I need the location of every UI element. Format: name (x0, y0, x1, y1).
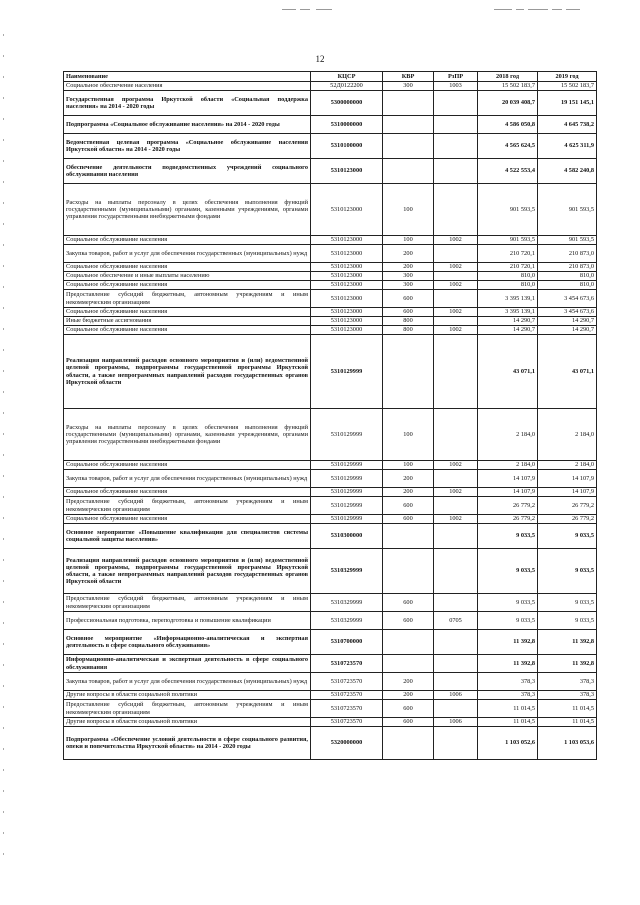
cell-y2019: 378,3 (538, 691, 597, 700)
column-header-2019: 2019 год (538, 72, 597, 82)
cell-kvr: 600 (383, 700, 434, 718)
cell-kcsr: 5310329999 (311, 594, 383, 612)
cell-y2019: 901 593,5 (538, 236, 597, 245)
cell-kcsr: 5310723570 (311, 673, 383, 691)
cell-name: Основное мероприятие «Повышение квалификации для специалистов системы социальной защиты населения» (64, 524, 311, 549)
table-row (64, 290, 597, 308)
cell-rzpr: 1003 (434, 82, 478, 91)
cell-kvr: 100 (383, 236, 434, 245)
table-row (64, 515, 597, 524)
table-row (64, 673, 597, 691)
cell-name: Реализация направлений расходов основного мероприятия и (или) ведомственной целевой программы, подпрограммы государственной программы Иркутской области, а также непрограммных направлений расходов государственных органов Иркутской области (64, 549, 311, 594)
cell-kvr (383, 630, 434, 655)
cell-y2019: 14 290,7 (538, 317, 597, 326)
cell-rzpr (434, 91, 478, 116)
cell-kcsr: 5310300000 (311, 524, 383, 549)
scan-left-edge-marks (3, 30, 5, 890)
column-header-name: Наименование (64, 72, 311, 82)
cell-rzpr (434, 335, 478, 409)
cell-kvr: 300 (383, 281, 434, 290)
cell-name: Основное мероприятие «Информационно-аналитическая и экспертная деятельность в сфере социального обслуживания» (64, 630, 311, 655)
cell-kvr: 600 (383, 308, 434, 317)
cell-kcsr: 5310123000 (311, 317, 383, 326)
table-row (64, 326, 597, 335)
table-row (64, 82, 597, 91)
table-row (64, 691, 597, 700)
cell-y2019: 11 014,5 (538, 700, 597, 718)
cell-kvr (383, 134, 434, 159)
table-row (64, 612, 597, 630)
cell-rzpr (434, 524, 478, 549)
cell-rzpr: 1006 (434, 718, 478, 727)
cell-y2018: 378,3 (478, 691, 538, 700)
table-row (64, 470, 597, 488)
cell-y2018: 4 522 553,4 (478, 159, 538, 184)
cell-name: Социальное обслуживание населения (64, 308, 311, 317)
cell-kvr: 300 (383, 82, 434, 91)
cell-name: Закупка товаров, работ и услуг для обеспечения государственных (муниципальных) нужд (64, 673, 311, 691)
cell-y2018: 901 593,5 (478, 184, 538, 236)
cell-kcsr: 5310129999 (311, 409, 383, 461)
cell-y2018: 11 014,5 (478, 700, 538, 718)
cell-y2019: 901 593,5 (538, 184, 597, 236)
cell-rzpr (434, 184, 478, 236)
cell-y2018: 11 392,8 (478, 630, 538, 655)
cell-y2019: 1 103 053,6 (538, 727, 597, 760)
table-row (64, 630, 597, 655)
cell-y2019: 26 779,2 (538, 515, 597, 524)
cell-rzpr: 1002 (434, 281, 478, 290)
cell-kcsr: 5310129999 (311, 488, 383, 497)
table-row (64, 184, 597, 236)
cell-kcsr: 5310123000 (311, 245, 383, 263)
cell-kvr: 200 (383, 673, 434, 691)
cell-rzpr (434, 673, 478, 691)
cell-y2019: 14 107,9 (538, 470, 597, 488)
cell-name: Иные бюджетные ассигнования (64, 317, 311, 326)
cell-name: Социальное обслуживание населения (64, 281, 311, 290)
cell-name: Профессиональная подготовка, переподготовка и повышение квалификации (64, 612, 311, 630)
cell-name: Расходы на выплаты персоналу в целях обеспечения выполнения функций государственными (муниципальными) органами, казенными учреждениями, органами управления государственными внебюджетными фондами (64, 409, 311, 461)
cell-y2019: 2 184,0 (538, 409, 597, 461)
table-row (64, 335, 597, 409)
cell-kcsr: 5310329999 (311, 612, 383, 630)
cell-y2018: 14 290,7 (478, 317, 538, 326)
cell-y2018: 11 392,8 (478, 655, 538, 673)
cell-name: Реализация направлений расходов основного мероприятия и (или) ведомственной целевой программы, подпрограммы государственной программы Иркутской области, а также непрограммных направлений расходов государственных органов Иркутской области (64, 335, 311, 409)
cell-rzpr (434, 727, 478, 760)
cell-name: Предоставление субсидий бюджетным, автономным учреждениям и иным некоммерческим организациям (64, 497, 311, 515)
cell-kcsr: 5310100000 (311, 134, 383, 159)
table-body (64, 82, 597, 760)
table-row (64, 524, 597, 549)
cell-kvr: 200 (383, 263, 434, 272)
cell-y2018: 9 033,5 (478, 524, 538, 549)
cell-kvr (383, 91, 434, 116)
cell-rzpr: 1002 (434, 308, 478, 317)
cell-rzpr: 1002 (434, 461, 478, 470)
cell-y2018: 15 502 183,7 (478, 82, 538, 91)
column-header-rzpr: РзПР (434, 72, 478, 82)
cell-kcsr: 5310123000 (311, 326, 383, 335)
cell-name: Другие вопросы в области социальной политики (64, 691, 311, 700)
cell-y2019: 3 454 673,6 (538, 290, 597, 308)
cell-name: Закупка товаров, работ и услуг для обеспечения государственных (муниципальных) нужд (64, 470, 311, 488)
table-row (64, 594, 597, 612)
cell-y2018: 20 039 408,7 (478, 91, 538, 116)
cell-kvr: 100 (383, 409, 434, 461)
cell-y2019: 11 392,8 (538, 655, 597, 673)
table-row (64, 91, 597, 116)
cell-name: Ведомственная целевая программа «Социальное обслуживание населения Иркутской области» на 2014 - 2020 годы (64, 134, 311, 159)
table-row (64, 281, 597, 290)
cell-kvr: 100 (383, 461, 434, 470)
cell-rzpr (434, 594, 478, 612)
cell-name: Предоставление субсидий бюджетным, автономным учреждениям и иным некоммерческим организациям (64, 700, 311, 718)
cell-kcsr: 5310123000 (311, 272, 383, 281)
cell-y2018: 14 290,7 (478, 326, 538, 335)
cell-name: Социальное обслуживание населения (64, 326, 311, 335)
cell-y2018: 9 033,5 (478, 594, 538, 612)
cell-rzpr (434, 134, 478, 159)
cell-y2019: 810,0 (538, 281, 597, 290)
cell-y2018: 26 779,2 (478, 515, 538, 524)
cell-kvr: 600 (383, 718, 434, 727)
cell-kcsr: 5310723570 (311, 655, 383, 673)
cell-kcsr: 5320000000 (311, 727, 383, 760)
cell-y2018: 14 107,9 (478, 488, 538, 497)
table-row (64, 497, 597, 515)
cell-name: Социальное обеспечение и иные выплаты населению (64, 272, 311, 281)
cell-y2019: 19 151 145,1 (538, 91, 597, 116)
table-row (64, 409, 597, 461)
cell-kvr (383, 335, 434, 409)
table-row (64, 245, 597, 263)
column-header-kvr: КВР (383, 72, 434, 82)
cell-name: Социальное обслуживание населения (64, 488, 311, 497)
cell-y2018: 378,3 (478, 673, 538, 691)
cell-y2018: 2 184,0 (478, 409, 538, 461)
cell-kcsr: 5310700000 (311, 630, 383, 655)
cell-y2019: 210 873,0 (538, 245, 597, 263)
table-row (64, 727, 597, 760)
cell-y2019: 210 873,0 (538, 263, 597, 272)
table-row (64, 134, 597, 159)
cell-kvr: 600 (383, 497, 434, 515)
cell-rzpr: 0705 (434, 612, 478, 630)
cell-rzpr (434, 272, 478, 281)
cell-y2019: 14 107,9 (538, 488, 597, 497)
cell-kcsr: 5310123000 (311, 236, 383, 245)
cell-rzpr (434, 317, 478, 326)
cell-kvr: 600 (383, 515, 434, 524)
cell-y2019: 2 184,0 (538, 461, 597, 470)
cell-y2018: 11 014,5 (478, 718, 538, 727)
cell-name: Информационно-аналитическая и экспертная деятельность в сфере социального обслуживания (64, 655, 311, 673)
cell-kvr: 200 (383, 488, 434, 497)
cell-kcsr: 5310129999 (311, 335, 383, 409)
cell-kvr (383, 159, 434, 184)
scan-header-marks (0, 6, 640, 14)
cell-name: Расходы на выплаты персоналу в целях обеспечения выполнения функций государственными (муниципальными) органами, казенными учреждениями, органами управления государственными внебюджетными фондами (64, 184, 311, 236)
cell-y2019: 15 502 183,7 (538, 82, 597, 91)
cell-y2018: 210 720,1 (478, 245, 538, 263)
cell-y2018: 3 395 139,1 (478, 290, 538, 308)
cell-name: Государственная программа Иркутской области «Социальная поддержка населения» на 2014 - 2020 годы (64, 91, 311, 116)
cell-kvr: 200 (383, 245, 434, 263)
cell-y2019: 4 645 738,2 (538, 116, 597, 134)
cell-rzpr (434, 497, 478, 515)
cell-y2019: 810,0 (538, 272, 597, 281)
cell-rzpr (434, 116, 478, 134)
cell-rzpr (434, 409, 478, 461)
cell-kcsr: 5310329999 (311, 549, 383, 594)
table-row (64, 308, 597, 317)
cell-y2018: 1 103 052,6 (478, 727, 538, 760)
table-row (64, 549, 597, 594)
cell-name: Предоставление субсидий бюджетным, автономным учреждениям и иным некоммерческим организациям (64, 594, 311, 612)
cell-kcsr: 5310123000 (311, 290, 383, 308)
cell-kcsr: 5310129999 (311, 497, 383, 515)
cell-name: Социальное обеспечение населения (64, 82, 311, 91)
cell-y2018: 3 395 139,1 (478, 308, 538, 317)
table-row (64, 488, 597, 497)
cell-name: Социальное обслуживание населения (64, 236, 311, 245)
table-row (64, 317, 597, 326)
cell-rzpr (434, 700, 478, 718)
cell-name: Другие вопросы в области социальной политики (64, 718, 311, 727)
table-row (64, 272, 597, 281)
cell-y2019: 3 454 673,6 (538, 308, 597, 317)
cell-rzpr (434, 245, 478, 263)
cell-y2018: 210 720,1 (478, 263, 538, 272)
cell-y2018: 43 071,1 (478, 335, 538, 409)
cell-kvr: 600 (383, 594, 434, 612)
cell-rzpr: 1002 (434, 263, 478, 272)
cell-y2018: 2 184,0 (478, 461, 538, 470)
cell-y2019: 9 033,5 (538, 549, 597, 594)
cell-kvr: 800 (383, 326, 434, 335)
cell-kcsr: 52Д0122200 (311, 82, 383, 91)
cell-rzpr: 1002 (434, 236, 478, 245)
cell-y2019: 43 071,1 (538, 335, 597, 409)
table-row (64, 116, 597, 134)
cell-y2018: 9 033,5 (478, 612, 538, 630)
cell-y2019: 11 014,5 (538, 718, 597, 727)
table-row (64, 159, 597, 184)
cell-rzpr (434, 290, 478, 308)
cell-y2019: 9 033,5 (538, 524, 597, 549)
cell-name: Обеспечение деятельности подведомственных учреждений социального обслуживания населения (64, 159, 311, 184)
cell-name: Подпрограмма «Социальное обслуживание населения» на 2014 - 2020 годы (64, 116, 311, 134)
cell-y2018: 810,0 (478, 272, 538, 281)
cell-kcsr: 5300000000 (311, 91, 383, 116)
cell-y2018: 4 565 624,5 (478, 134, 538, 159)
cell-y2018: 810,0 (478, 281, 538, 290)
cell-name: Социальное обслуживание населения (64, 515, 311, 524)
cell-name: Предоставление субсидий бюджетным, автономным учреждениям и иным некоммерческим организациям (64, 290, 311, 308)
cell-kcsr: 5310129999 (311, 461, 383, 470)
cell-rzpr (434, 470, 478, 488)
column-header-kcsr: КЦСР (311, 72, 383, 82)
cell-y2018: 901 593,5 (478, 236, 538, 245)
table-row (64, 655, 597, 673)
cell-kvr (383, 524, 434, 549)
cell-kvr: 200 (383, 470, 434, 488)
table-row (64, 718, 597, 727)
cell-rzpr (434, 159, 478, 184)
cell-kvr: 300 (383, 272, 434, 281)
cell-kvr (383, 116, 434, 134)
cell-rzpr: 1002 (434, 515, 478, 524)
cell-y2018: 26 779,2 (478, 497, 538, 515)
cell-y2019: 378,3 (538, 673, 597, 691)
cell-kvr (383, 727, 434, 760)
cell-y2019: 4 625 311,9 (538, 134, 597, 159)
cell-name: Закупка товаров, работ и услуг для обеспечения государственных (муниципальных) нужд (64, 245, 311, 263)
cell-y2018: 14 107,9 (478, 470, 538, 488)
cell-y2019: 14 290,7 (538, 326, 597, 335)
cell-kcsr: 5310129999 (311, 470, 383, 488)
cell-y2019: 9 033,5 (538, 612, 597, 630)
table-row (64, 263, 597, 272)
cell-rzpr (434, 549, 478, 594)
cell-kvr: 200 (383, 691, 434, 700)
cell-kcsr: 5310123000 (311, 263, 383, 272)
cell-y2018: 4 586 050,8 (478, 116, 538, 134)
column-header-2018: 2018 год (478, 72, 538, 82)
cell-kvr: 600 (383, 290, 434, 308)
cell-name: Подпрограмма «Обеспечение условий деятельности в сфере социального развития, опеки и попечительства Иркутской области» на 2014 - 2020 годы (64, 727, 311, 760)
cell-rzpr (434, 630, 478, 655)
cell-rzpr: 1006 (434, 691, 478, 700)
cell-kvr (383, 655, 434, 673)
table-row (64, 700, 597, 718)
cell-kvr: 100 (383, 184, 434, 236)
cell-kcsr: 5310123000 (311, 308, 383, 317)
cell-kvr: 800 (383, 317, 434, 326)
cell-kcsr: 5310723570 (311, 691, 383, 700)
cell-rzpr: 1002 (434, 488, 478, 497)
cell-y2019: 26 779,2 (538, 497, 597, 515)
cell-kvr: 600 (383, 612, 434, 630)
budget-table (63, 71, 597, 760)
cell-kcsr: 5310129999 (311, 515, 383, 524)
cell-kcsr: 5310123000 (311, 281, 383, 290)
cell-kcsr: 5310000000 (311, 116, 383, 134)
cell-y2019: 11 392,8 (538, 630, 597, 655)
cell-y2018: 9 033,5 (478, 549, 538, 594)
cell-kcsr: 5310123000 (311, 159, 383, 184)
cell-rzpr: 1002 (434, 326, 478, 335)
page-number: 12 (315, 54, 325, 64)
table-header-row (64, 72, 597, 82)
cell-y2019: 9 033,5 (538, 594, 597, 612)
cell-kcsr: 5310723570 (311, 718, 383, 727)
cell-name: Социальное обслуживание населения (64, 461, 311, 470)
table-row (64, 236, 597, 245)
cell-rzpr (434, 655, 478, 673)
cell-kcsr: 5310123000 (311, 184, 383, 236)
cell-name: Социальное обслуживание населения (64, 263, 311, 272)
cell-y2019: 4 582 240,8 (538, 159, 597, 184)
cell-kvr (383, 549, 434, 594)
table-row (64, 461, 597, 470)
cell-kcsr: 5310723570 (311, 700, 383, 718)
